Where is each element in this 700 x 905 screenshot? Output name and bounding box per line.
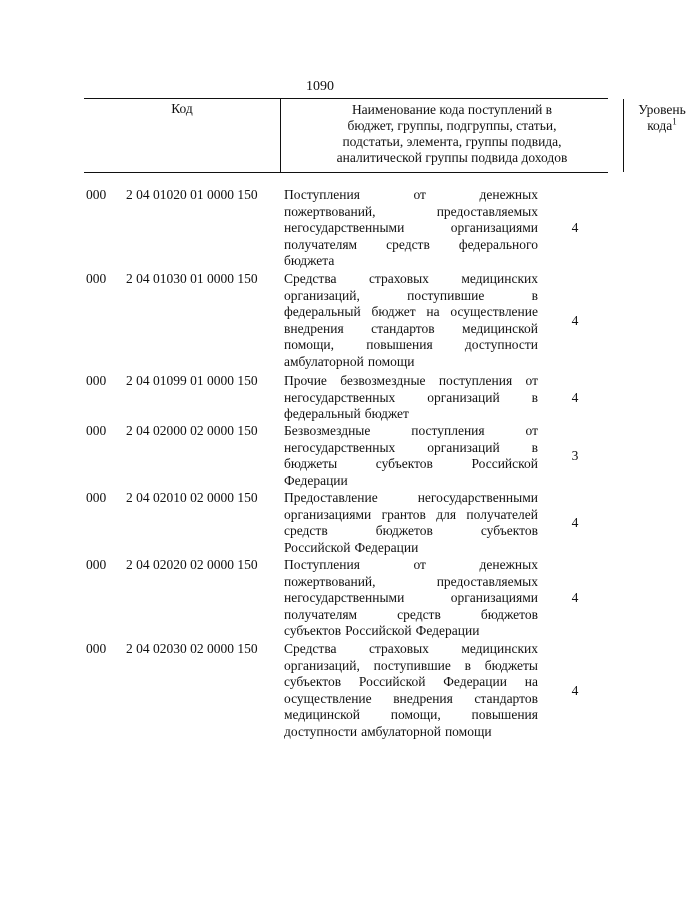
revenue-name-line: Безвозмездные поступления от — [284, 423, 538, 438]
revenue-name-line: организаций, поступившие в — [284, 287, 538, 303]
revenue-name-line: негосударственных организаций в — [284, 439, 538, 455]
revenue-name — [284, 373, 538, 423]
revenue-name-line: Поступления от денежных — [284, 187, 538, 202]
level-value: 4 — [571, 682, 579, 698]
revenue-name-line: получателям средств федерального — [284, 236, 538, 252]
revenue-name-line: помощи, повышения доступности — [284, 337, 538, 352]
revenue-name-line: Поступления от денежных — [284, 557, 538, 572]
level-value: 3 — [571, 448, 579, 463]
revenue-name-line: негосударственными организациями — [284, 590, 538, 605]
revenue-code: 2 04 02030 02 0000 150 — [126, 641, 258, 656]
level-value: 4 — [571, 590, 579, 606]
revenue-name-line: пожертвований, предоставляемых — [284, 573, 538, 589]
level-value: 4 — [571, 389, 579, 405]
revenue-name-line: негосударственными организациями — [284, 220, 538, 235]
admin-code: 000 — [86, 490, 107, 505]
header-name-line: Наименование кода поступлений в — [351, 102, 553, 117]
revenue-name-line: субъектов Российской Федерации на — [284, 674, 538, 689]
revenue-name — [284, 423, 538, 489]
revenue-name-line: федеральный бюджет — [284, 406, 409, 421]
revenue-code: 2 04 01020 01 0000 150 — [126, 187, 258, 202]
revenue-name-line: Предоставление негосударственными — [284, 490, 538, 505]
revenue-name-line: доступности амбулаторной помощи — [284, 723, 492, 739]
revenue-code: 2 04 02020 02 0000 150 — [126, 557, 258, 572]
revenue-code: 2 04 01030 01 0000 150 — [126, 271, 258, 286]
header-level-word: кода — [647, 118, 673, 133]
revenue-name-line: бюджета — [284, 253, 335, 268]
revenue-name-line: средств бюджетов субъектов — [284, 523, 538, 538]
header-level-label: Уровень — [638, 102, 686, 117]
revenue-name-line: субъектов Российской Федерации — [284, 623, 480, 638]
revenue-name-line: амбулаторной помощи — [284, 353, 415, 369]
revenue-name-line: Федерации — [284, 472, 348, 488]
revenue-name-line: осуществление внедрения стандартов — [284, 690, 538, 706]
revenue-name — [284, 271, 538, 370]
revenue-name — [284, 490, 538, 556]
revenue-name-line: получателям средств бюджетов — [284, 606, 538, 622]
revenue-name — [284, 641, 538, 740]
header-name-line: аналитической группы подвида доходов — [336, 150, 568, 165]
admin-code: 000 — [86, 423, 107, 438]
admin-code: 000 — [86, 187, 107, 202]
revenue-name — [284, 557, 538, 640]
revenue-name-line: организаций, поступившие в бюджеты — [284, 657, 538, 673]
revenue-name-line: федеральный бюджет на осуществление — [284, 304, 538, 319]
revenue-code: 2 04 02000 02 0000 150 — [126, 423, 258, 438]
revenue-name-line: Средства страховых медицинских — [284, 641, 538, 656]
revenue-name-line: пожертвований, предоставляемых — [284, 203, 538, 219]
header-name-line: подстатьи, элемента, группы подвида, — [342, 134, 562, 149]
revenue-name-line: Российской Федерации — [284, 539, 419, 555]
admin-code: 000 — [86, 271, 107, 286]
revenue-name — [284, 187, 538, 270]
header-code: Код — [171, 101, 193, 116]
footnote-mark: 1 — [672, 116, 677, 127]
level-value: 4 — [571, 515, 579, 530]
page-number: 1090 — [306, 79, 334, 94]
revenue-name-line: бюджеты субъектов Российской — [284, 456, 538, 471]
revenue-name-line: внедрения стандартов медицинской — [284, 320, 538, 336]
admin-code: 000 — [86, 373, 107, 388]
revenue-name-line: негосударственных организаций в — [284, 389, 538, 405]
header-name-line: бюджет, группы, подгруппы, статьи, — [347, 118, 557, 133]
revenue-name-line: Средства страховых медицинских — [284, 271, 538, 286]
revenue-code: 2 04 01099 01 0000 150 — [126, 373, 258, 388]
level-value: 4 — [571, 312, 579, 328]
revenue-name-line: медицинской помощи, повышения — [284, 707, 538, 722]
admin-code: 000 — [86, 557, 107, 572]
revenue-code: 2 04 02010 02 0000 150 — [126, 490, 258, 505]
admin-code: 000 — [86, 641, 107, 656]
level-value: 4 — [571, 220, 579, 236]
revenue-name-line: Прочие безвозмездные поступления от — [284, 373, 538, 388]
revenue-name-line: организациями грантов для получателей — [284, 506, 538, 522]
